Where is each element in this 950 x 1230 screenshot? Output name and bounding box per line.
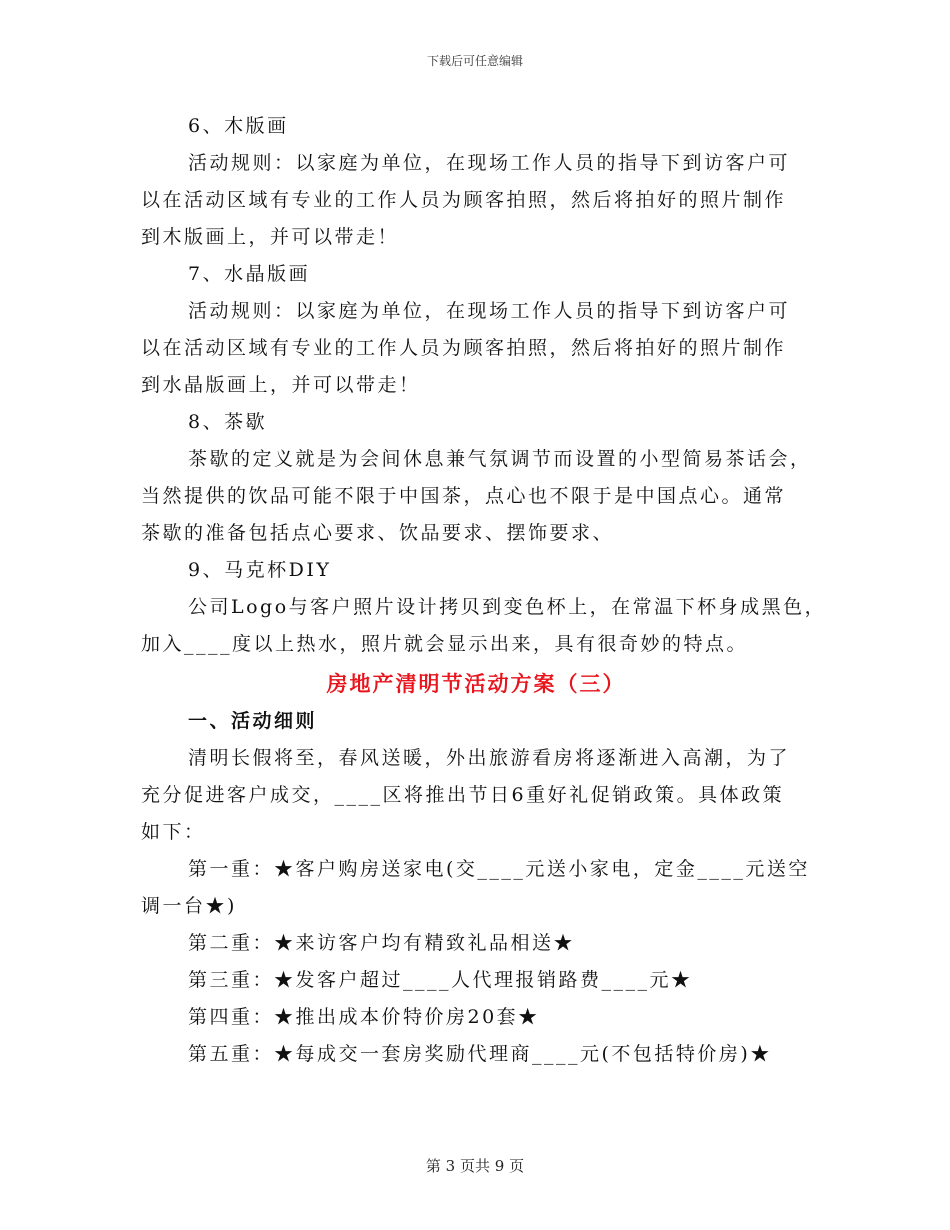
section-6-line-1: 活动规则：以家庭为单位，在现场工作人员的指导下到访客户可 xyxy=(188,152,791,174)
part3-paragraph-line-1: 清明长假将至，春风送暖，外出旅游看房将逐渐进入高潮，为了 xyxy=(188,747,791,769)
section-7-line-3: 到水晶版画上，并可以带走！ xyxy=(141,374,421,396)
part3-paragraph-line-3: 如下： xyxy=(141,821,206,843)
page-header: 下载后可任意编辑 xyxy=(426,54,523,68)
section-8-line-3: 茶歇的准备包括点心要求、饮品要求、摆饰要求、 xyxy=(141,522,615,544)
section-7-line-2: 以在活动区域有专业的工作人员为顾客拍照，然后将拍好的照片制作 xyxy=(141,337,787,359)
part3-paragraph-line-2: 充分促进客户成交，____区将推出节日6重好礼促销政策。具体政策 xyxy=(141,784,785,806)
gift-1-line-1: 第一重：★客户购房送家电(交____元送小家电，定金____元送空 xyxy=(188,858,810,880)
section-6-line-3: 到木版画上，并可以带走！ xyxy=(141,226,400,248)
section-8-heading: 8、茶歇 xyxy=(188,411,268,433)
section-9-line-1: 公司Logo与客户照片设计拷贝到变色杯上，在常温下杯身成黑色， xyxy=(188,596,827,618)
gift-3: 第三重：★发客户超过____人代理报销路费____元★ xyxy=(188,969,693,991)
gift-1-line-2: 调一台★) xyxy=(141,895,237,917)
gift-5: 第五重：★每成交一套房奖励代理商____元(不包括特价房)★ xyxy=(188,1043,772,1065)
part3-heading: 一、活动细则 xyxy=(188,710,318,732)
section-8-line-2: 当然提供的饮品可能不限于中国茶，点心也不限于是中国点心。通常 xyxy=(141,485,787,507)
section-6-heading: 6、木版画 xyxy=(188,115,289,137)
section-9-heading: 9、马克杯DIY xyxy=(188,559,332,581)
gift-4: 第四重：★推出成本价特价房20套★ xyxy=(188,1006,540,1028)
document-body xyxy=(141,108,827,1073)
document-title: 房地产清明节活动方案（三） xyxy=(326,671,626,696)
gift-2: 第二重：★来访客户均有精致礼品相送★ xyxy=(188,932,576,954)
section-7-heading: 7、水晶版画 xyxy=(188,263,311,285)
section-7-line-1: 活动规则：以家庭为单位，在现场工作人员的指导下到访客户可 xyxy=(188,300,791,322)
section-9-line-2: 加入____度以上热水，照片就会显示出来，具有很奇妙的特点。 xyxy=(141,633,749,655)
page-footer: 第 3 页共 9 页 xyxy=(425,1157,525,1175)
section-8-line-1: 茶歇的定义就是为会间休息兼气氛调节而设置的小型简易茶话会， xyxy=(188,448,812,470)
section-6-line-2: 以在活动区域有专业的工作人员为顾客拍照，然后将拍好的照片制作 xyxy=(141,189,787,211)
